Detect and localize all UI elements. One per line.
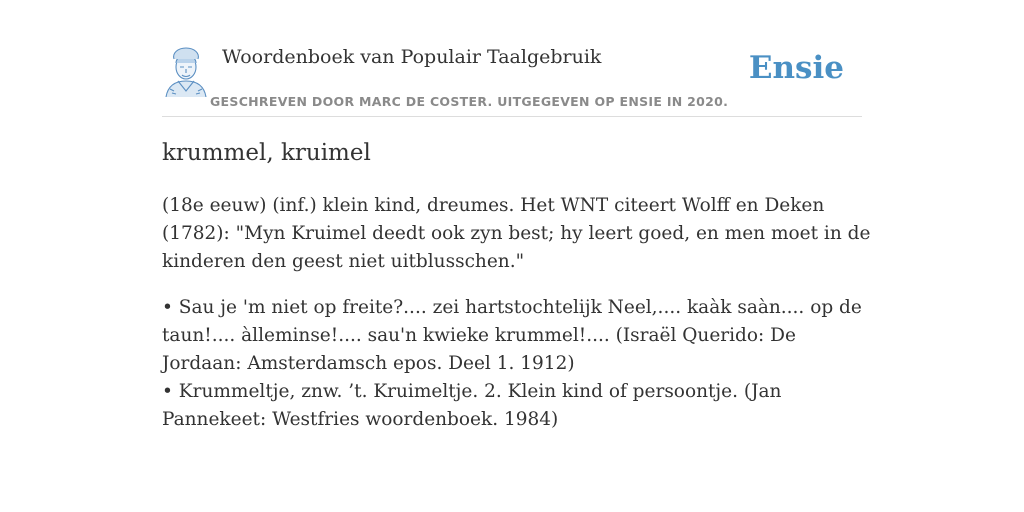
entry-title: krummel, kruimel	[162, 140, 371, 166]
entry-definition: (18e eeuw) (inf.) klein kind, dreumes. Het WNT citeert Wolff en Deken (1782): "Myn Kruimel deedt ook zyn best; hy leert goed, en men moet in de kinderen den geest niet uitblusschen."	[162, 195, 871, 272]
ensie-logo[interactable]: Ensie	[748, 50, 844, 86]
author-portrait-icon	[162, 45, 210, 97]
entry-quote: • Sau je 'm niet op freite?.... zei hartstochtelijk Neel,.... kaàk saàn.... op de taun!.... àlleminse!.... sau'n kwieke krummel!.... (Israël Querido: De Jordaan: Amsterdamsch epos. Deel 1. 1912)	[162, 297, 862, 374]
source-title[interactable]: Woordenboek van Populair Taalgebruik	[222, 46, 602, 68]
entry-quote: • Krummeltje, znw. ’t. Kruimeltje. 2. Klein kind of persoontje. (Jan Pannekeet: Westfries woordenboek. 1984)	[162, 381, 782, 430]
source-header	[162, 40, 862, 117]
byline: GESCHREVEN DOOR MARC DE COSTER. UITGEGEVEN OP ENSIE IN 2020.	[210, 94, 729, 109]
entry-body	[162, 192, 874, 434]
